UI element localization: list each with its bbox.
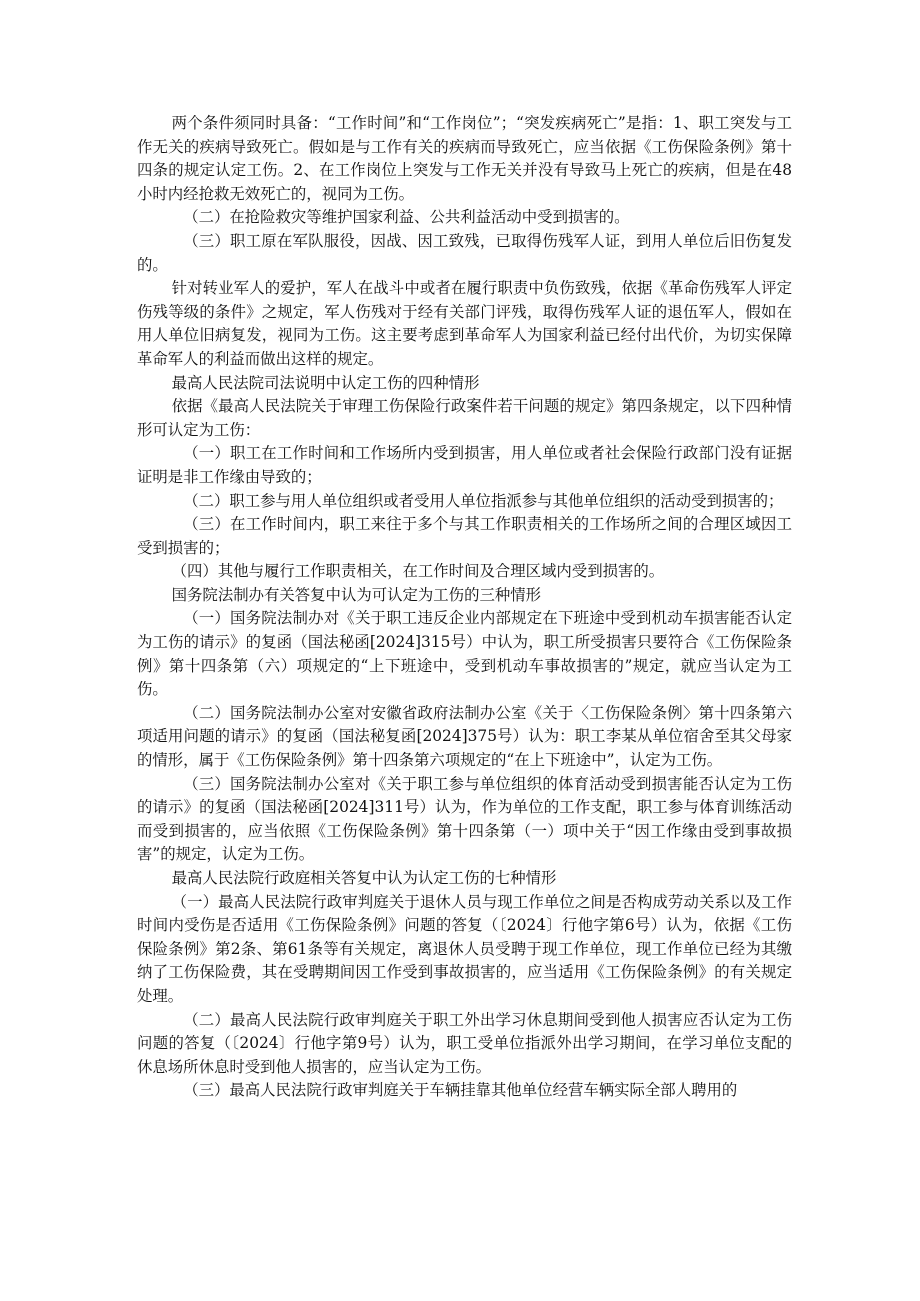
paragraph: （一）国务院法制办对《关于职工违反企业内部规定在下班途中受到机动车损害能否认定为工伤的请示》的复函（国法秘函[2024]315号）中认为，职工所受损害只要符合《工伤保险条例》第十四条第（六）项规定的“上下班途中，受到机动车事故损害的”规定，就应当认定为工伤。 bbox=[137, 609, 792, 699]
paragraph: （二）最高人民法院行政审判庭关于职工外出学习休息期间受到他人损害应否认定为工伤问题的答复（〔2024〕行他字第9号）认为，职工受单位指派外出学习期间，在学习单位支配的休息场所休息时受到他人损害的，应当认定为工伤。 bbox=[137, 1010, 792, 1076]
section-heading: 最高人民法院行政庭相关答复中认为认定工伤的七种情形 bbox=[171, 869, 557, 887]
paragraph: （三）最高人民法院行政审判庭关于车辆挂靠其他单位经营车辆实际全部人聘用的 bbox=[183, 1081, 738, 1100]
paragraph: 两个条件须同时具备：“工作时间”和“工作岗位”；“突发疾病死亡”是指：1、职工突发与工作无关的疾病导致死亡。假如是与工作有关的疾病而导致死亡，应当依据《工伤保险条例》第十四条的规定认定工伤。2、在工作岗位上突发与工作无关并没有导致马上死亡的疾病，但是在48小时内经抢救无效死亡的，视同为工伤。 bbox=[137, 114, 792, 203]
section-heading: 最高人民法院司法说明中认定工伤的四种情形 bbox=[171, 373, 480, 392]
paragraph: （二）在抢险救灾等维护国家利益、公共利益活动中受到损害的。 bbox=[183, 208, 630, 227]
paragraph: （三）在工作时间内，职工来往于多个与其工作职责相关的工作场所之间的合理区域因工受到损害的； bbox=[137, 515, 792, 557]
paragraph: （二）职工参与用人单位组织或者受用人单位指派参与其他单位组织的活动受到损害的； bbox=[183, 491, 784, 510]
paragraph: （二）国务院法制办公室对安徽省政府法制办公室《关于〈工伤保险条例〉第十四条第六项适用问题的请示》的复函（国法秘复函[2024]375号）认为：职工李某从单位宿舍至其父母家的情形，属于《工伤保险条例》第十四条第六项规定的“在上下班途中”，认定为工伤。 bbox=[137, 703, 792, 770]
paragraph: （一）最高人民法院行政审判庭关于退休人员与现工作单位之间是否构成劳动关系以及工作时间内受伤是否适用《工伤保险条例》问题的答复（〔2024〕行他字第6号）认为，依据《工伤保险条例》第2条、第61条等有关规定，离退休人员受聘于现工作单位，现工作单位已经为其缴纳了工伤保险费，其在受聘期间因工作受到事故损害的，应当适用《工伤保险条例》的有关规定处理。 bbox=[137, 892, 792, 1005]
paragraph: （三）职工原在军队服役，因战、因工致残，已取得伤残军人证，到用人单位后旧伤复发的。 bbox=[137, 231, 792, 274]
paragraph: （四）其他与履行工作职责相关，在工作时间及合理区域内受到损害的。 bbox=[171, 562, 665, 581]
paragraph: 针对转业军人的爱护，军人在战斗中或者在履行职责中负伤致残，依据《革命伤残军人评定伤残等级的条件》之规定，军人伤残对于经有关部门评残，取得伤残军人证的退伍军人，假如在用人单位旧病复发，视同为工伤。这主要考虑到革命军人为国家利益已经付出代价，为切实保障革命军人的利益而做出这样的规定。 bbox=[137, 279, 792, 368]
paragraph: （三）国务院法制办公室对《关于职工参与单位组织的体育活动受到损害能否认定为工伤的请示》的复函（国法秘函[2024]311号）认为，作为单位的工作支配，职工参与体育训练活动而受到损害的，应当依照《工伤保险条例》第十四条第（一）项中关于“因工作缘由受到事故损害”的规定，认定为工伤。 bbox=[137, 774, 792, 864]
paragraph: （一）职工在工作时间和工作场所内受到损害，用人单位或者社会保险行政部门没有证据证明是非工作缘由导致的； bbox=[137, 444, 792, 486]
section-heading: 国务院法制办有关答复中认为可认定为工伤的三种情形 bbox=[171, 585, 542, 604]
document-body bbox=[137, 112, 792, 1103]
paragraph: 依据《最高人民法院关于审理工伤保险行政案件若干问题的规定》第四条规定，以下四种情形可认定为工伤： bbox=[137, 397, 792, 439]
